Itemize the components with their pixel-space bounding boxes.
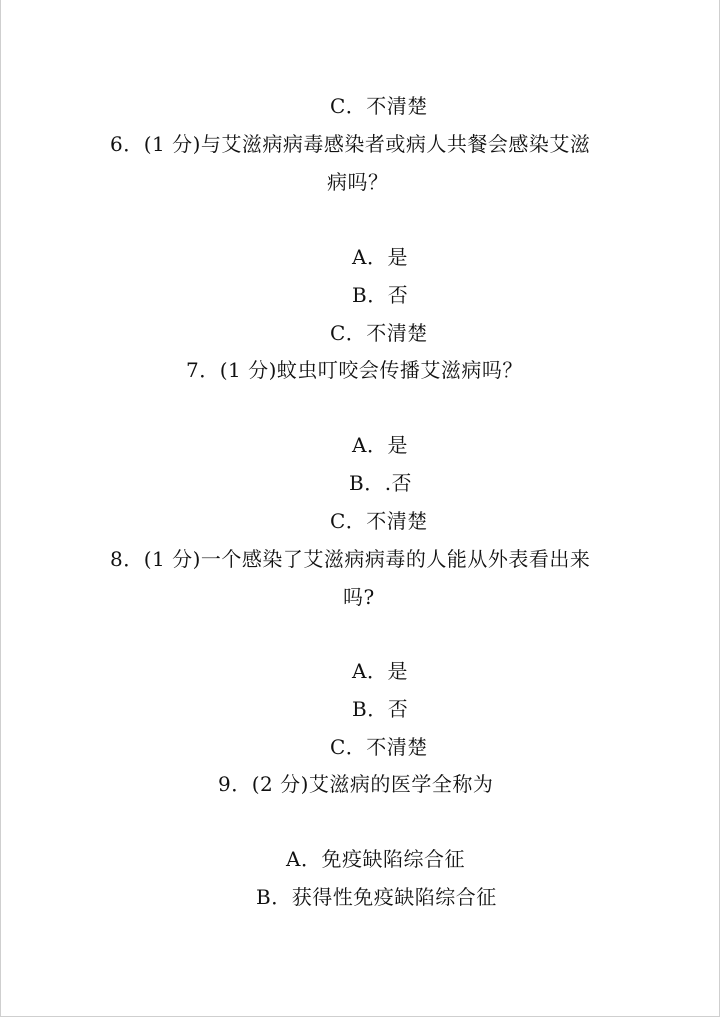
q8-question-line2: 吗? xyxy=(343,585,375,609)
q9-option-b: B．获得性免疫缺陷综合征 xyxy=(256,885,497,909)
q6-question-line2: 病吗？ xyxy=(327,170,389,194)
q9-option-a: A．免疫缺陷综合征 xyxy=(286,847,465,871)
q8-question-line1: 8．(1 分)一个感染了艾滋病病毒的人能从外表看出来 xyxy=(110,547,591,571)
q9-question-line1: 9．(2 分)艾滋病的医学全称为 xyxy=(218,772,494,796)
q8-option-c: C．不清楚 xyxy=(330,735,428,759)
q7-option-b: B．.否 xyxy=(349,471,413,495)
q8-option-b: B．否 xyxy=(352,697,409,721)
q7-question-line1: 7．(1 分)蚊虫叮咬会传播艾滋病吗？ xyxy=(186,358,523,382)
q8-option-a: A．是 xyxy=(352,659,408,683)
q7-option-c: C．不清楚 xyxy=(330,509,428,533)
q6-option-c: C．不清楚 xyxy=(330,321,428,345)
q6-question-line1: 6．(1 分)与艾滋病病毒感染者或病人共餐会感染艾滋 xyxy=(110,132,591,156)
q6-option-a: A．是 xyxy=(352,245,408,269)
q7-option-a: A．是 xyxy=(352,433,408,457)
q5-option-c: C．不清楚 xyxy=(330,94,428,118)
q6-option-b: B．否 xyxy=(352,283,409,307)
